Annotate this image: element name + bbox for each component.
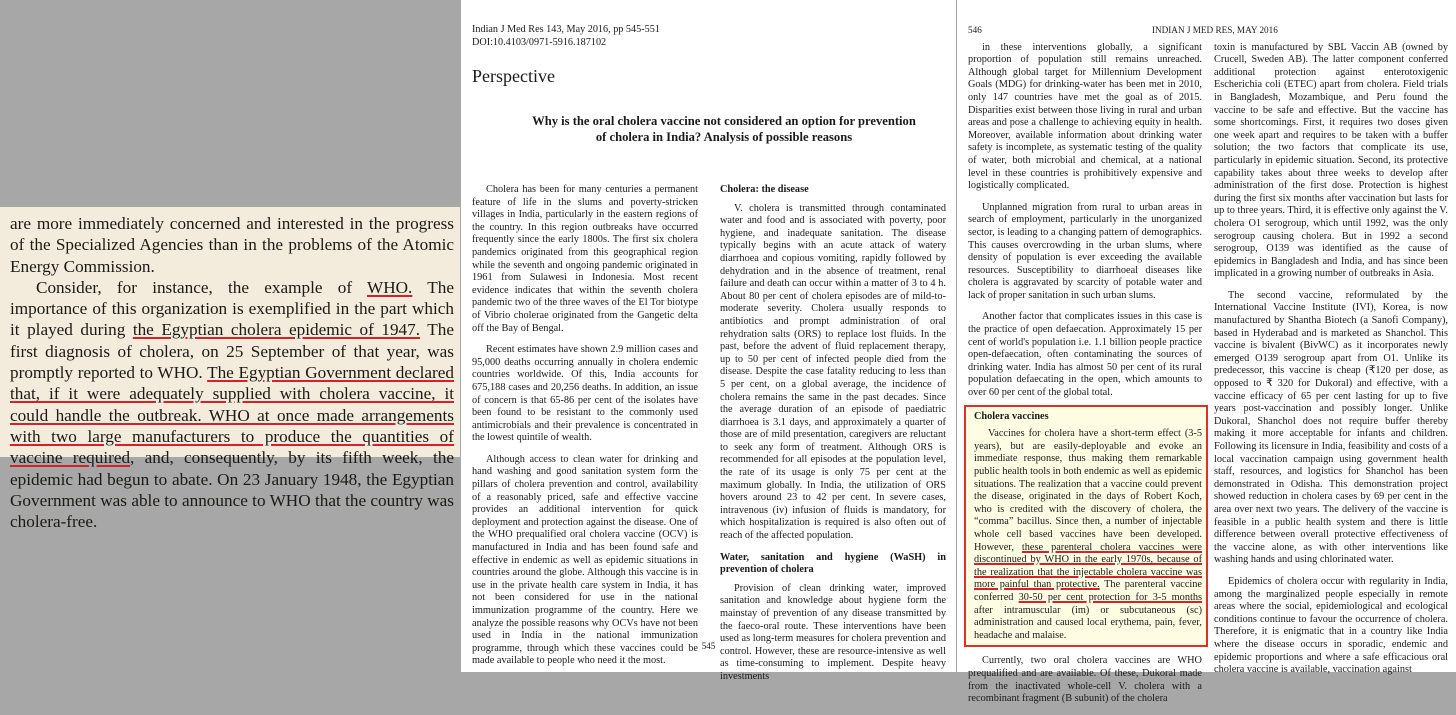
underlined-epidemic: the Egyptian cholera epidemic of 1947. xyxy=(132,320,421,340)
section-heading: Cholera: the disease xyxy=(720,184,809,195)
scan-text: The first diagnosis of cholera, on 25 September of that year, was promptly reported to WHO. xyxy=(10,320,454,383)
paragraph: Although access to clean water for drinking and hand washing and good sanitation system form the pillars of cholera prevention and control, availability of a reasonably priced, safe and effective vaccine provides an additional intervention for quick deployment and protection against the disease. One of the WHO prequalified oral cholera vaccine (OCV) is manufactured in India and has been found safe and effective in endemic as well as epidemic situations in countries around the globe. Although this vaccine is in use in the private health care system in India, it has not been considered for use in the national immunization programme of the country. Here we analyze the possible reasons why OCVs have not been used in India in the national immunization programme, through which these vaccines could be made available to people who need it the most. xyxy=(472,453,698,667)
doi-line: DOI:10.4103/0971-5916.187102 xyxy=(472,36,607,48)
column-left xyxy=(472,184,698,693)
box-text: Vaccines for cholera have a short-term effect (3-5 years), but are easily-deployable and evoke an immediate response, thus making them remarkable public health tools in both endemic as well as epidemic situations. The realization that a vaccine could prevent the disease, originated in the days of Robert Koch, who is credited with the discovery of cholera, the “comma” bacillus. Since then, a number of injectable whole cell based vaccines have been developed. However, xyxy=(974,428,1202,553)
paragraph: V. cholera is transmitted through contaminated water and food and is associated with poverty, poor hygiene, and inadequate sanitation. The disease typically begins with an acute attack of watery diarrhoea and copious vomiting, rapidly followed by dehydration and in the absence of treatment, renal failure and death can occur within a matter of 3 to 4 h. About 80 per cent of cholera episodes are of mild-to-moderate severity. Cholera usually responds to antibiotics and prompt administration of oral rehydration salts (ORS) to replace lost fluids. In the past, before the advent of fluid replacement therapy, up to 50 per cent of infected people died from the disease. Despite the case fatality reducing to less than 5 per cent, on a global average, the incidence of cholera remains the same in the past decades. Since the average duration of an episode of paediatric diarrhoea is 3.1 days, and approximately a quarter of those are of mild presentation, caregivers are reluctant to seek any form of treatment. Although ORS is recommended for all episodes at the population level, the rate of its usage is only 75 per cent at the maximum globally. In India, the utilization of ORS hovers around 23 to 42 per cent. In severe cases, intravenous (iv) infusion of fluids is mandatory, for which hospitalization is required is also often out of reach of the affected population. xyxy=(720,202,946,542)
scanned-excerpt xyxy=(0,207,460,532)
paragraph: Another factor that complicates issues in this case is the practice of open defaecation. Approximately 15 per cent of world's population i.e. 1.1 billion people practice open-defaecation, often contaminating the sources of drinking water. India has almost 50 per cent of its rural population defaecating in the open, which amounts to over 60 per cent of the global total. xyxy=(968,311,1202,399)
scan-text: Consider, for instance, the example of xyxy=(36,277,367,297)
page-546 xyxy=(957,0,1456,705)
paragraph: Unplanned migration from rural to urban areas in search of employment, particularly in the unorganized sector, is leading to a changing pattern of demographics. This causes overcrowding in the urban slums, where density of population is ever exceeding the available resources. Susceptibility to diarrhoeal diseases like cholera is aggravated by scarcity of potable water and lack of proper sanitation in such urban slums. xyxy=(968,201,1202,301)
underlined-discontinued: these parenteral cholera vaccines were discontinued by WHO in the early 1970s, because of the realization that the injectable cholera vaccine was more painful than protective. xyxy=(974,541,1202,591)
underlined-government-statement: The Egyptian Government declared that, if it were adequately supplied with cholera vaccine, it could handle the outbreak. WHO at once made arrangements with two large manufacturers to produce the quantities of vaccine required xyxy=(10,363,454,468)
column-left xyxy=(968,42,1202,715)
paragraph: toxin is manufactured by SBL Vaccin AB (owned by Crucell, Sweden AB). The latter component conferred additional protection against enterotoxigenic Escherichia coli (ETEC) apart from cholera. Field trials in Bangladesh, Mozambique, and Peru found the vaccine to be safe and effective. But the vaccine has some shortcomings. First, it requires two doses given one week apart and requires to be taken with a buffer solution; the two factors that complicate its use, particularly in epidemic situation. Second, its protective capability takes about three weeks to develop after administration of the first dose. Protection is highest during the first six months after vaccination but lasts for up to three years. Third, it is effective only against the V. cholera O1 serogroup, which until 1992, was the only serogroup causing cholera. But in 1992 a second serogroup, O139 was identified as the cause of epidemics in Bangladesh and India, and has since been implicated in a growing number of outbreaks in Asia. xyxy=(1214,41,1448,280)
section-label: Perspective xyxy=(472,66,555,86)
running-header xyxy=(968,24,1448,37)
two-column-body xyxy=(968,42,1448,715)
journal-line: Indian J Med Res 143, May 2016, pp 545-551 xyxy=(472,24,660,35)
box-text: after intramuscular (im) or subcutaneous (sc) administration and caused local erythema, pain, fever, headache and malaise. xyxy=(974,604,1202,641)
column-right xyxy=(720,184,946,693)
two-column-body xyxy=(472,184,946,693)
underlined-protection: 30-50 per cent protection for 3-5 months xyxy=(1018,591,1202,603)
paragraph: Provision of clean drinking water, improved sanitation and knowledge about hygiene form the mainstay of prevention of any disease transmitted by the faeco-oral route. These interventions have been used as long-term measures for cholera prevention and control. However, these are resource-intensive as well as time-consuming to implement. Despite heavy investments xyxy=(720,582,946,682)
highlighted-box xyxy=(964,405,1208,648)
page-number: 546 xyxy=(968,25,982,35)
box-paragraph xyxy=(974,428,1202,642)
article-title: Why is the oral cholera vaccine not considered an option for prevention of cholera in India? Analysis of possible reasons xyxy=(532,113,916,144)
scan-text: , and, consequently, by its fifth week, the epidemic had begun to abate. On 23 January 1948, the Egyptian Government was able to announce to WHO that the country was cholera-free. xyxy=(10,448,454,532)
left-scan-pane xyxy=(0,0,460,672)
column-right xyxy=(1214,42,1448,715)
scan-text: The importance of this organization is exemplified in the part which it played during xyxy=(10,277,454,340)
scan-paragraph-2 xyxy=(10,277,454,533)
section-heading: Water, sanitation and hygiene (WaSH) in prevention of cholera xyxy=(720,551,946,576)
paragraph: Recent estimates have shown 2.9 million cases and 95,000 deaths occurring annually in cholera endemic countries worldwide. Of this, India accounts for 675,188 cases and 20,256 deaths. In addition, an issue of concern is that 65-86 per cent of the isolates have been found to be resistant to the commonly used antimicrobials and their prevalence is concentrated in the lowest quintile of wealth. xyxy=(472,344,698,444)
paragraph: Cholera has been for many centuries a permanent feature of life in the slums and poverty-stricken villages in India, particularly in the eastern regions of the country. In this region outbreaks have occurred frequently since the early 1800s. The first six cholera pandemics originated from this geographical region while the seventh and ongoing pandemic originated in 1961 from Sulawesi in Indonesia. Most recent evidence indicates that within the seventh cholera pandemic two of the three waves of the El Tor biotype of Vibrio cholerae originated from the Gangetic delta off the Bay of Bengal. xyxy=(472,184,698,334)
paragraph: in these interventions globally, a significant proportion of population still remains unreached. Although global target for Millennium Development Goals (MDG) for drinking-water has been met in 2010, only 147 countries have met the goal as of 2015. Disparities exist between those living in rural and urban areas and pose a challenge to achieving equity in health. Moreover, available information about drinking water safety is incomplete, as systematic testing of the quality of water, both microbial and chemical, at a national level in these countries is prohibitively expensive and logistically complicated. xyxy=(968,41,1202,192)
journal-header: INDIAN J MED RES, MAY 2016 xyxy=(1151,25,1278,35)
paragraph: The second vaccine, reformulated by the International Vaccine Institute (IVI), Korea, is now manufactured by Shantha Biotech (a Sanofi Company), based in Hyderabad and is marketed as Shanchol. This vaccine is bivalent (BivWC) as it incorporates newly emerged O139 serogroup apart from O1. Unlike its predecessor, this vaccine is cheap (₹120 per dose, as opposed to ₹ 320 for Dukoral) and effective, with a vaccine efficacy of 65 per cent lasting for up to five years post-vaccination and possibly longer. Unlike Dukoral, Shanchol does not require buffer thereby making it more acceptable for infants and children. Following its licensure in India, feasibility and costs of a local vaccination campaign using government health staff, resources, and logistics for Shanchol has been demonstrated in Odisha. This demonstration project showed reduction in cholera cases by 69 per cent in the area over next two years. The delivery of the vaccine is feasible in a public health system and there is little difference between overall protective effectiveness of the vaccine alone, as with other interventions like washing hands and using chlorinated water. xyxy=(1214,289,1448,566)
box-heading: Cholera vaccines xyxy=(974,410,1049,422)
scan-paragraph-1: are more immediately concerned and interested in the progress of the Specialized Agencies than in the problems of the Atomic Energy Commission. xyxy=(10,214,454,276)
paragraph: Currently, two oral cholera vaccines are WHO prequalified and are available. Of these, Dukoral made from the inactivated whole-cell V. cholera with a recombinant fragment (B subunit) of the cholera xyxy=(968,655,1202,705)
underlined-who: WHO. xyxy=(366,277,413,297)
page-number: 545 xyxy=(701,641,716,651)
page-545 xyxy=(461,0,956,682)
box-text: The parenteral vaccine conferred xyxy=(974,579,1202,603)
paragraph: Epidemics of cholera occur with regularity in India, among the marginalized people especially in remote areas where the social, epidemiological and ecological conditions continue to favour the occurrence of cholera. Therefore, it is enigmatic that in a country like India where the disease occurs in sporadic, endemic and epidemic proportions and where a safe efficacious oral cholera vaccine is available, vaccination against xyxy=(1214,575,1448,676)
